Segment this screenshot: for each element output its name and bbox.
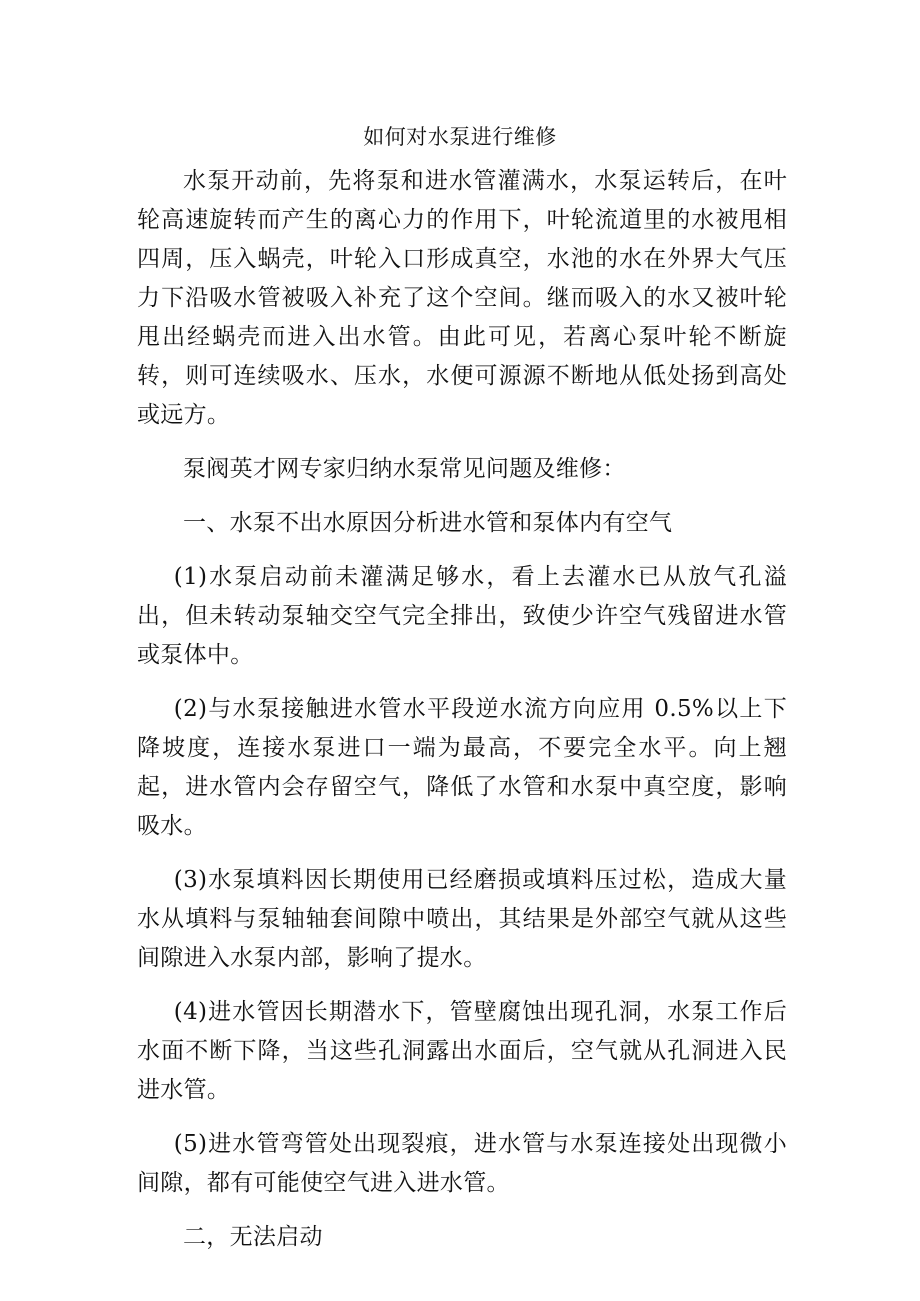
list-item-cause-4: (4)进水管因长期潜水下，管壁腐蚀出现孔洞，水泵工作后水面不断下降，当这些孔洞露出水面后，空气就从孔洞进入民进水管。 <box>137 999 787 1103</box>
list-item-cause-2: (2)与水泵接触进水管水平段逆水流方向应用 0.5%以上下降坡度，连接水泵进口一端为最高，不要完全水平。向上翘起，进水管内会存留空气，降低了水管和水泵中真空度，影响吸水。 <box>137 696 787 839</box>
section-heading-cannot-start: 二，无法启动 <box>183 1224 323 1250</box>
list-item-cause-1: (1)水泵启动前未灌满足够水，看上去灌水已从放气孔溢出，但未转动泵轴交空气完全排出，致使少许空气残留进水管或泵体中。 <box>137 564 787 668</box>
document-title: 如何对水泵进行维修 <box>363 125 557 149</box>
list-item-cause-3: (3)水泵填料因长期使用已经磨损或填料压过松，造成大量水从填料与泵轴轴套间隙中喷出，其结果是外部空气就从这些间隙进入水泵内部，影响了提水。 <box>137 867 787 971</box>
paragraph-intro-common-problems: 泵阀英才网专家归纳水泵常见问题及维修： <box>183 456 626 482</box>
section-heading-no-water: 一、水泵不出水原因分析进水管和泵体内有空气 <box>183 510 673 536</box>
list-item-cause-5: (5)进水管弯管处出现裂痕，进水管与水泵连接处出现微小间隙，都有可能使空气进入进水管。 <box>137 1131 787 1196</box>
document-body <box>137 162 787 1257</box>
paragraph-pump-principle: 水泵开动前，先将泵和进水管灌满水，水泵运转后，在叶轮高速旋转而产生的离心力的作用下，叶轮流道里的水被甩相四周，压入蜗壳，叶轮入口形成真空，水池的水在外界大气压力下沿吸水管被吸入补充了这个空间。继而吸入的水又被叶轮甩出经蜗壳而进入出水管。由此可见，若离心泵叶轮不断旋转，则可连续吸水、压水，水便可源源不断地从低处扬到高处或远方。 <box>137 168 787 428</box>
